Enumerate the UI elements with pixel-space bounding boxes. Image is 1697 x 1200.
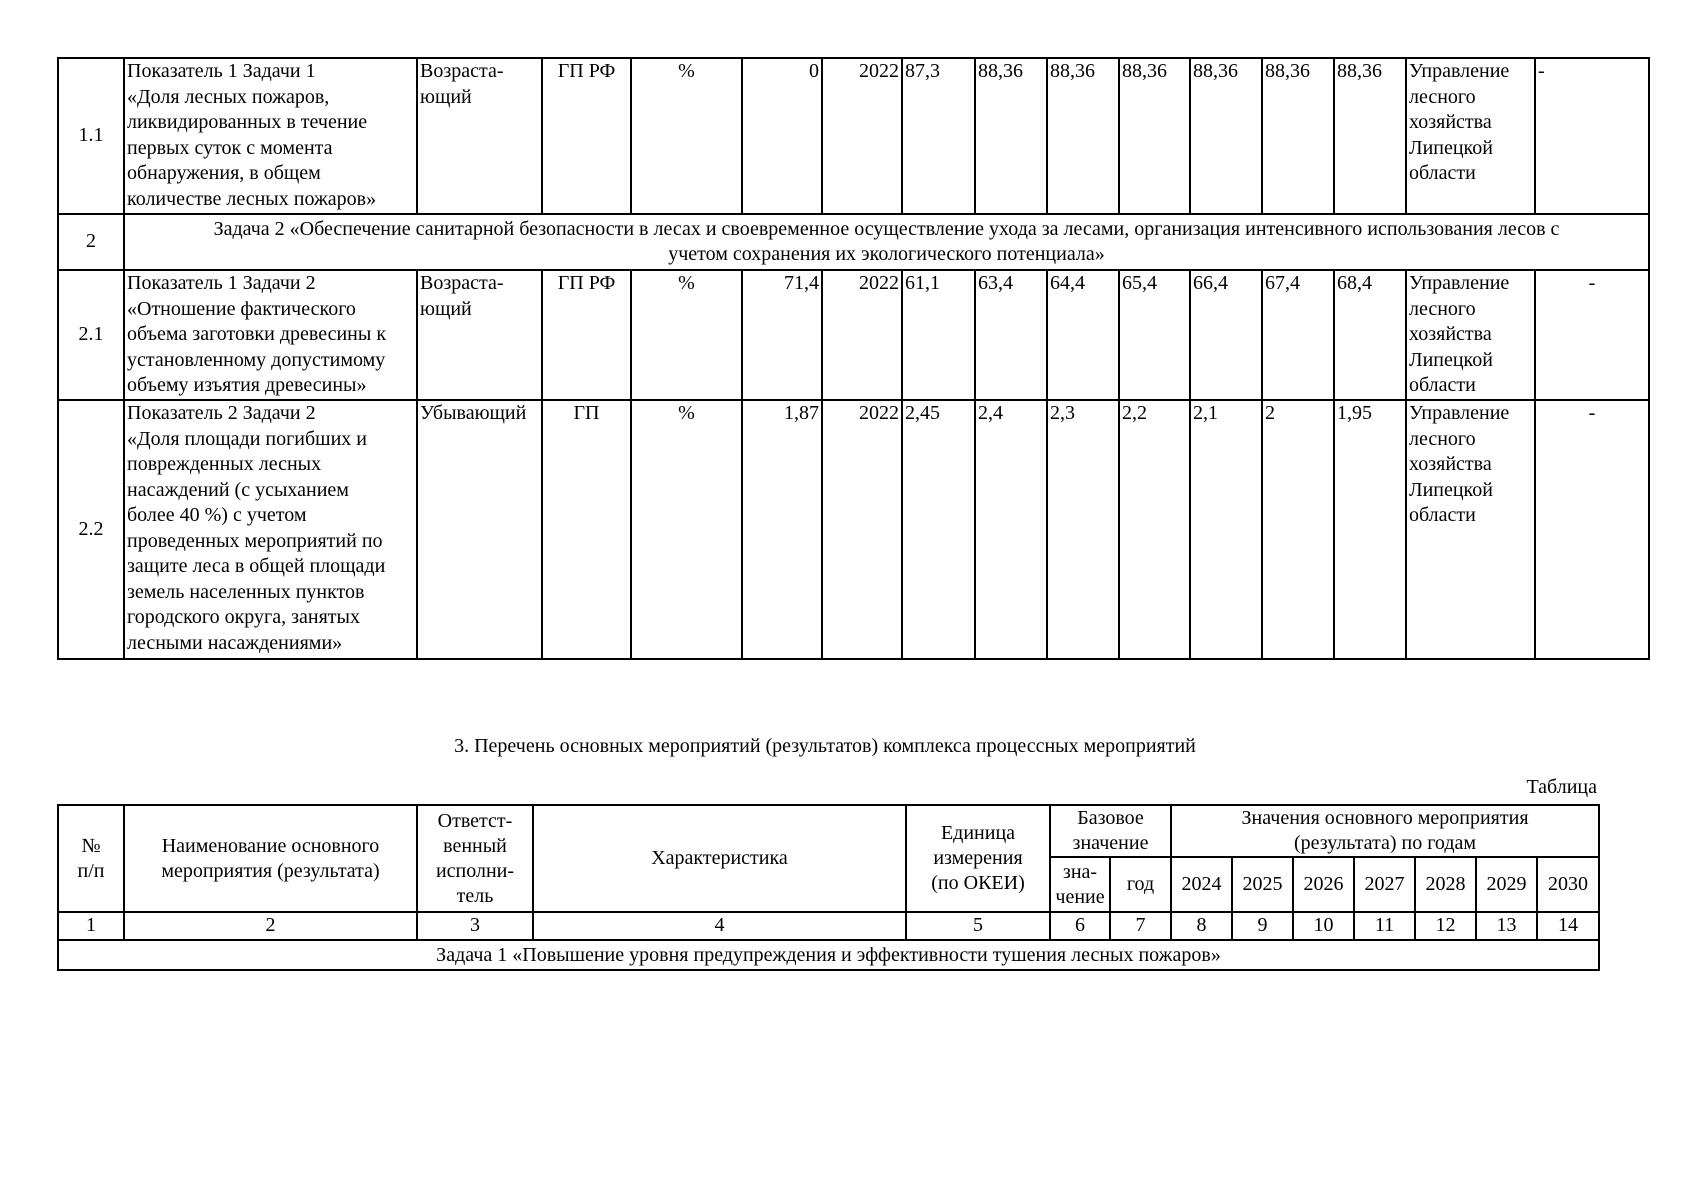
value-year-5: 2,1 <box>1190 400 1262 659</box>
value-year-4: 88,36 <box>1119 58 1190 214</box>
value-year-6: 2 <box>1262 400 1334 659</box>
indicator-name: Показатель 1 Задачи 1 «Доля лесных пожаров, ликвидированных в течение первых суток с момента обнаружения, в общем количестве лесных пожаров» <box>124 58 417 214</box>
responsible: Управление лесного хозяйства Липецкой области <box>1406 400 1535 659</box>
base-year: 2022 <box>822 58 902 214</box>
value-year-5: 88,36 <box>1190 58 1262 214</box>
column-number: 13 <box>1476 912 1537 940</box>
note: - <box>1535 400 1649 659</box>
header-year-2025: 2025 <box>1232 857 1293 912</box>
indicator-level: ГП <box>542 400 631 659</box>
header-year-2030: 2030 <box>1537 857 1599 912</box>
header-unit: Единица измерения (по ОКЕИ) <box>906 805 1050 912</box>
base-year: 2022 <box>822 270 902 400</box>
value-year-5: 66,4 <box>1190 270 1262 400</box>
value-year-3: 2,3 <box>1047 400 1119 659</box>
value-year-1: 61,1 <box>902 270 975 400</box>
indicator-trend: Убывающий <box>417 400 542 659</box>
column-number: 10 <box>1293 912 1354 940</box>
column-number: 1 <box>58 912 124 940</box>
task-row-2 <box>58 214 1649 270</box>
table-caption: Таблица <box>1526 776 1597 798</box>
base-value: 1,87 <box>742 400 822 659</box>
indicator-unit: % <box>631 270 742 400</box>
indicator-unit: % <box>631 58 742 214</box>
row-number: 2.1 <box>58 270 124 400</box>
indicator-row-2-2 <box>58 400 1649 659</box>
header-year-2029: 2029 <box>1476 857 1537 912</box>
indicator-name: Показатель 2 Задачи 2 «Доля площади погибших и поврежденных лесных насаждений (с усыханием более 40 %) с учетом проведенных мероприятий по защите леса в общей площади земель населенных пунктов городского округа, занятых лесными насаждениями» <box>124 400 417 659</box>
column-number: 14 <box>1537 912 1599 940</box>
column-number: 9 <box>1232 912 1293 940</box>
value-year-7: 88,36 <box>1334 58 1406 214</box>
responsible: Управление лесного хозяйства Липецкой области <box>1406 270 1535 400</box>
header-year-2024: 2024 <box>1171 857 1232 912</box>
note: - <box>1535 58 1649 214</box>
header-year-2028: 2028 <box>1415 857 1476 912</box>
header-num: № п/п <box>58 805 124 912</box>
header-year-2026: 2026 <box>1293 857 1354 912</box>
header-measure-name: Наименование основного мероприятия (результата) <box>124 805 417 912</box>
base-value: 0 <box>742 58 822 214</box>
column-number: 6 <box>1050 912 1110 940</box>
indicator-name: Показатель 1 Задачи 2 «Отношение фактического объема заготовки древесины к установленному допустимому объему изъятия древесины» <box>124 270 417 400</box>
column-number: 12 <box>1415 912 1476 940</box>
column-number: 4 <box>533 912 906 940</box>
responsible: Управление лесного хозяйства Липецкой области <box>1406 58 1535 214</box>
value-year-4: 2,2 <box>1119 400 1190 659</box>
indicator-unit: % <box>631 400 742 659</box>
column-number: 2 <box>124 912 417 940</box>
value-year-6: 88,36 <box>1262 58 1334 214</box>
value-year-2: 88,36 <box>975 58 1047 214</box>
row-number: 2 <box>58 214 124 270</box>
task-1-row <box>58 940 1599 970</box>
task-1-title: Задача 1 «Повышение уровня предупреждения и эффективности тушения лесных пожаров» <box>58 940 1599 970</box>
value-year-2: 2,4 <box>975 400 1047 659</box>
header-responsible: Ответст- венный исполни- тель <box>417 805 533 912</box>
header-base-value: зна- чение <box>1050 857 1110 912</box>
header-characteristic: Характеристика <box>533 805 906 912</box>
header-values-by-year: Значения основного мероприятия (результата) по годам <box>1171 805 1599 857</box>
header-base-year: год <box>1110 857 1171 912</box>
header-base: Базовое значение <box>1050 805 1171 857</box>
column-number: 3 <box>417 912 533 940</box>
column-number: 11 <box>1354 912 1415 940</box>
measures-table <box>57 804 1600 971</box>
value-year-7: 68,4 <box>1334 270 1406 400</box>
base-value: 71,4 <box>742 270 822 400</box>
base-year: 2022 <box>822 400 902 659</box>
column-number-row <box>58 912 1599 940</box>
value-year-1: 87,3 <box>902 58 975 214</box>
indicator-row-2-1 <box>58 270 1649 400</box>
task-2-title: Задача 2 «Обеспечение санитарной безопасности в лесах и своевременное осуществление ухода за лесами, организация интенсивного использования лесов с учетом сохранения их экологического потенциала» <box>124 214 1649 270</box>
row-number: 2.2 <box>58 400 124 659</box>
indicator-trend: Возраста- ющий <box>417 58 542 214</box>
header-row-1 <box>58 805 1599 857</box>
row-number: 1.1 <box>58 58 124 214</box>
value-year-1: 2,45 <box>902 400 975 659</box>
indicators-table <box>57 57 1650 660</box>
column-number: 8 <box>1171 912 1232 940</box>
indicator-level: ГП РФ <box>542 58 631 214</box>
value-year-2: 63,4 <box>975 270 1047 400</box>
indicator-level: ГП РФ <box>542 270 631 400</box>
indicator-trend: Возраста- ющий <box>417 270 542 400</box>
section-title: 3. Перечень основных мероприятий (результатов) комплекса процессных мероприятий <box>454 735 1196 757</box>
value-year-3: 64,4 <box>1047 270 1119 400</box>
indicator-row-1-1 <box>58 58 1649 214</box>
value-year-4: 65,4 <box>1119 270 1190 400</box>
column-number: 7 <box>1110 912 1171 940</box>
value-year-6: 67,4 <box>1262 270 1334 400</box>
header-year-2027: 2027 <box>1354 857 1415 912</box>
note: - <box>1535 270 1649 400</box>
column-number: 5 <box>906 912 1050 940</box>
value-year-7: 1,95 <box>1334 400 1406 659</box>
value-year-3: 88,36 <box>1047 58 1119 214</box>
